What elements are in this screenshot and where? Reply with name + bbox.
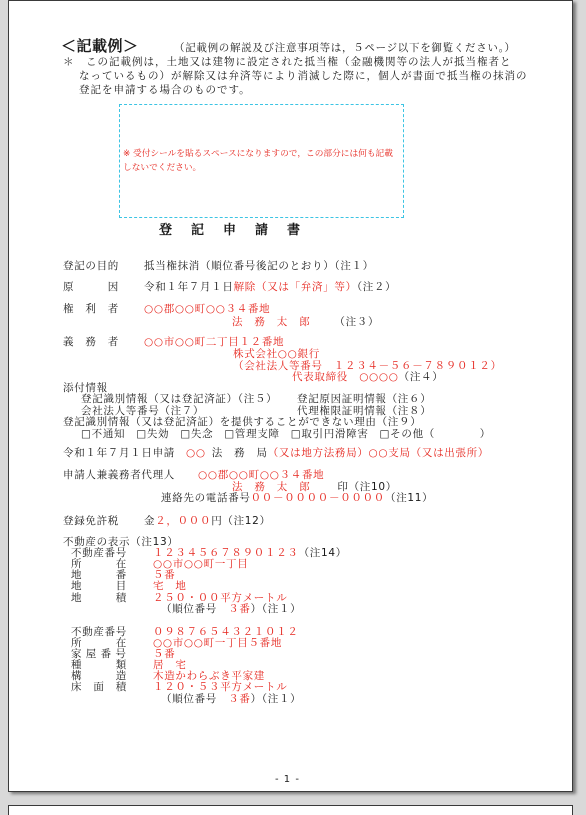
obligor-note: （注４） bbox=[398, 371, 444, 383]
land-property-number: １２３４５６７８９０１２３ bbox=[153, 547, 299, 559]
office-type: 法 務 局 bbox=[211, 447, 268, 459]
purpose-value: 抵当権抹消（順位番号後記のとおり）（注１） bbox=[144, 260, 374, 272]
building-type: 居 宅 bbox=[153, 659, 187, 671]
land-field-label: 不動産番号 bbox=[71, 547, 127, 559]
rank-value: ３番 bbox=[228, 603, 251, 615]
reason-checkbox: □その他（ ） bbox=[379, 428, 491, 440]
land-field-label: 所 在 bbox=[71, 558, 127, 570]
building-location: ○○市○○町一丁目５番地 bbox=[153, 637, 283, 649]
obligor-company: 株式会社○○銀行 bbox=[233, 348, 320, 360]
obligor-representative-row bbox=[292, 371, 443, 383]
land-field-label: 地 積 bbox=[71, 592, 127, 604]
rank-suffix: ）（注１） bbox=[250, 603, 302, 615]
reason-checkbox: □不通知 bbox=[81, 428, 126, 440]
land-lot-number: ５番 bbox=[153, 569, 176, 581]
right-holder-name-row bbox=[232, 316, 379, 328]
attachment-item: 会社法人等番号（注７） bbox=[81, 405, 205, 417]
cause-note: （注２） bbox=[356, 281, 397, 293]
rank-prefix: （順位番号 bbox=[161, 693, 229, 705]
reason-checkbox: □管理支障 bbox=[224, 428, 280, 440]
building-field-label: 構 造 bbox=[71, 670, 127, 682]
intro-line: ＊ この記載例は，土地又は建物に設定された抵当権（金融機関等の法人が抵当権者と bbox=[63, 56, 512, 68]
obligor-corporate-number: （会社法人等番号 １２３４－５６－７８９０１２） bbox=[233, 360, 502, 372]
obligor-address: ○○市○○町二丁目１２番地 bbox=[144, 336, 285, 348]
sticker-area-note: ※ 受付シールを貼るスペースになりますので，この部分には何も記載 bbox=[123, 149, 393, 159]
building-property-number: ０９８７６５４３２１０１２ bbox=[153, 626, 299, 638]
building-field-label: 不動産番号 bbox=[71, 626, 127, 638]
document-page bbox=[8, 0, 573, 792]
rank-value: ３番 bbox=[228, 693, 251, 705]
tax-amount: ２，０００ bbox=[155, 515, 212, 527]
attachment-item: 登記原因証明情報（注６） bbox=[297, 393, 432, 405]
seal-mark: 印 bbox=[337, 481, 349, 493]
no-identification-reason-heading: 登記識別情報（又は登記済証）を提供することができない理由（注９） bbox=[63, 416, 422, 428]
contact-phone-row bbox=[161, 492, 433, 504]
cause-row bbox=[63, 281, 396, 293]
sticker-area-note: しないでください。 bbox=[123, 163, 202, 173]
land-field-label: 地 目 bbox=[71, 580, 127, 592]
building-row bbox=[71, 681, 287, 693]
obligor-representative: 代表取締役 ○○○○ bbox=[292, 371, 399, 383]
land-row bbox=[71, 580, 187, 592]
intro-line: なっているもの）が解除又は弁済等により消滅した際に，個人が書面で抵当権の抹消の bbox=[79, 70, 528, 82]
reason-checkbox: □失念 bbox=[180, 428, 214, 440]
registration-tax-label: 登録免許税 bbox=[63, 515, 119, 527]
purpose-row bbox=[63, 260, 374, 272]
agent-name: 法 務 太 郎 bbox=[232, 481, 311, 493]
rank-prefix: （順位番号 bbox=[161, 603, 229, 615]
land-area: ２５０・００平方メートル bbox=[153, 592, 288, 604]
next-page-edge bbox=[8, 805, 573, 815]
cause-reason: 解除（又は「弁済」等） bbox=[233, 281, 357, 293]
contact-phone-label: 連絡先の電話番号 bbox=[161, 492, 251, 504]
agent-note: （注10） bbox=[348, 481, 397, 493]
land-property-number-note: （注14） bbox=[298, 547, 347, 559]
reason-checkbox: □失効 bbox=[136, 428, 170, 440]
agent-address: ○○郡○○町○○３４番地 bbox=[198, 469, 325, 481]
agent-label: 申請人兼義務者代理人 bbox=[63, 469, 175, 481]
page-number: - 1 - bbox=[275, 774, 300, 785]
agent-row bbox=[63, 469, 324, 481]
land-rank-row bbox=[161, 603, 301, 615]
right-holder-label: 権 利 者 bbox=[63, 303, 119, 315]
attachment-item: 登記識別情報（又は登記済証）（注５） bbox=[81, 393, 278, 405]
example-heading: ＜記載例＞ bbox=[61, 37, 139, 55]
building-rank-row bbox=[161, 693, 301, 705]
building-field-label: 床 面 積 bbox=[71, 681, 127, 693]
property-heading: 不動産の表示（注13） bbox=[63, 536, 179, 548]
obligor-row bbox=[63, 336, 284, 348]
reason-checkbox-list bbox=[81, 428, 491, 440]
intro-line: 登記を申請する場合のものです。 bbox=[79, 84, 251, 96]
filing-row bbox=[63, 447, 489, 459]
receipt-sticker-area bbox=[119, 104, 404, 218]
land-location: ○○市○○町一丁目 bbox=[153, 558, 249, 570]
land-field-label: 地 番 bbox=[71, 569, 127, 581]
right-holder-row bbox=[63, 303, 270, 315]
reason-checkbox: □取引円滑障害 bbox=[290, 428, 369, 440]
cause-date: 令和１年７月１日 bbox=[144, 281, 234, 293]
attachments-label: 添付情報 bbox=[63, 382, 108, 394]
building-floor-area: １２０・５３平方メートル bbox=[153, 681, 288, 693]
filing-date: 令和１年７月１日申請 bbox=[63, 447, 175, 459]
attachment-item: 代理権限証明情報（注８） bbox=[297, 405, 432, 417]
contact-phone-note: （注11） bbox=[385, 492, 434, 504]
building-field-label: 家屋番号 bbox=[71, 648, 131, 660]
tax-suffix: 円（注12） bbox=[211, 515, 271, 527]
tax-prefix: 金 bbox=[144, 515, 156, 527]
building-house-number: ５番 bbox=[153, 648, 176, 660]
right-holder-address: ○○郡○○町○○３４番地 bbox=[144, 303, 271, 315]
registration-tax-row bbox=[63, 515, 271, 527]
right-holder-note: （注３） bbox=[334, 316, 380, 328]
building-field-label: 所 在 bbox=[71, 637, 127, 649]
building-field-label: 種 類 bbox=[71, 659, 127, 671]
instructions-note: （記載例の解説及び注意事項等は，５ページ以下を御覧ください。） bbox=[174, 42, 516, 54]
form-title: 登 記 申 請 書 bbox=[159, 223, 304, 238]
rank-suffix: ）（注１） bbox=[250, 693, 302, 705]
branch-alternative: （又は出張所） bbox=[410, 447, 490, 459]
branch-name: ○○支局 bbox=[368, 447, 411, 459]
purpose-label: 登記の目的 bbox=[63, 260, 119, 272]
office-alternative: （又は地方法務局） bbox=[267, 447, 369, 459]
contact-phone-number: ００－００００－００００ bbox=[250, 492, 386, 504]
office-name: ○○ bbox=[186, 447, 206, 459]
obligor-label: 義 務 者 bbox=[63, 336, 119, 348]
cause-label: 原 因 bbox=[63, 281, 119, 293]
land-category: 宅 地 bbox=[153, 580, 187, 592]
building-structure: 木造かわらぶき平家建 bbox=[153, 670, 265, 682]
right-holder-name: 法 務 太 郎 bbox=[232, 316, 311, 328]
